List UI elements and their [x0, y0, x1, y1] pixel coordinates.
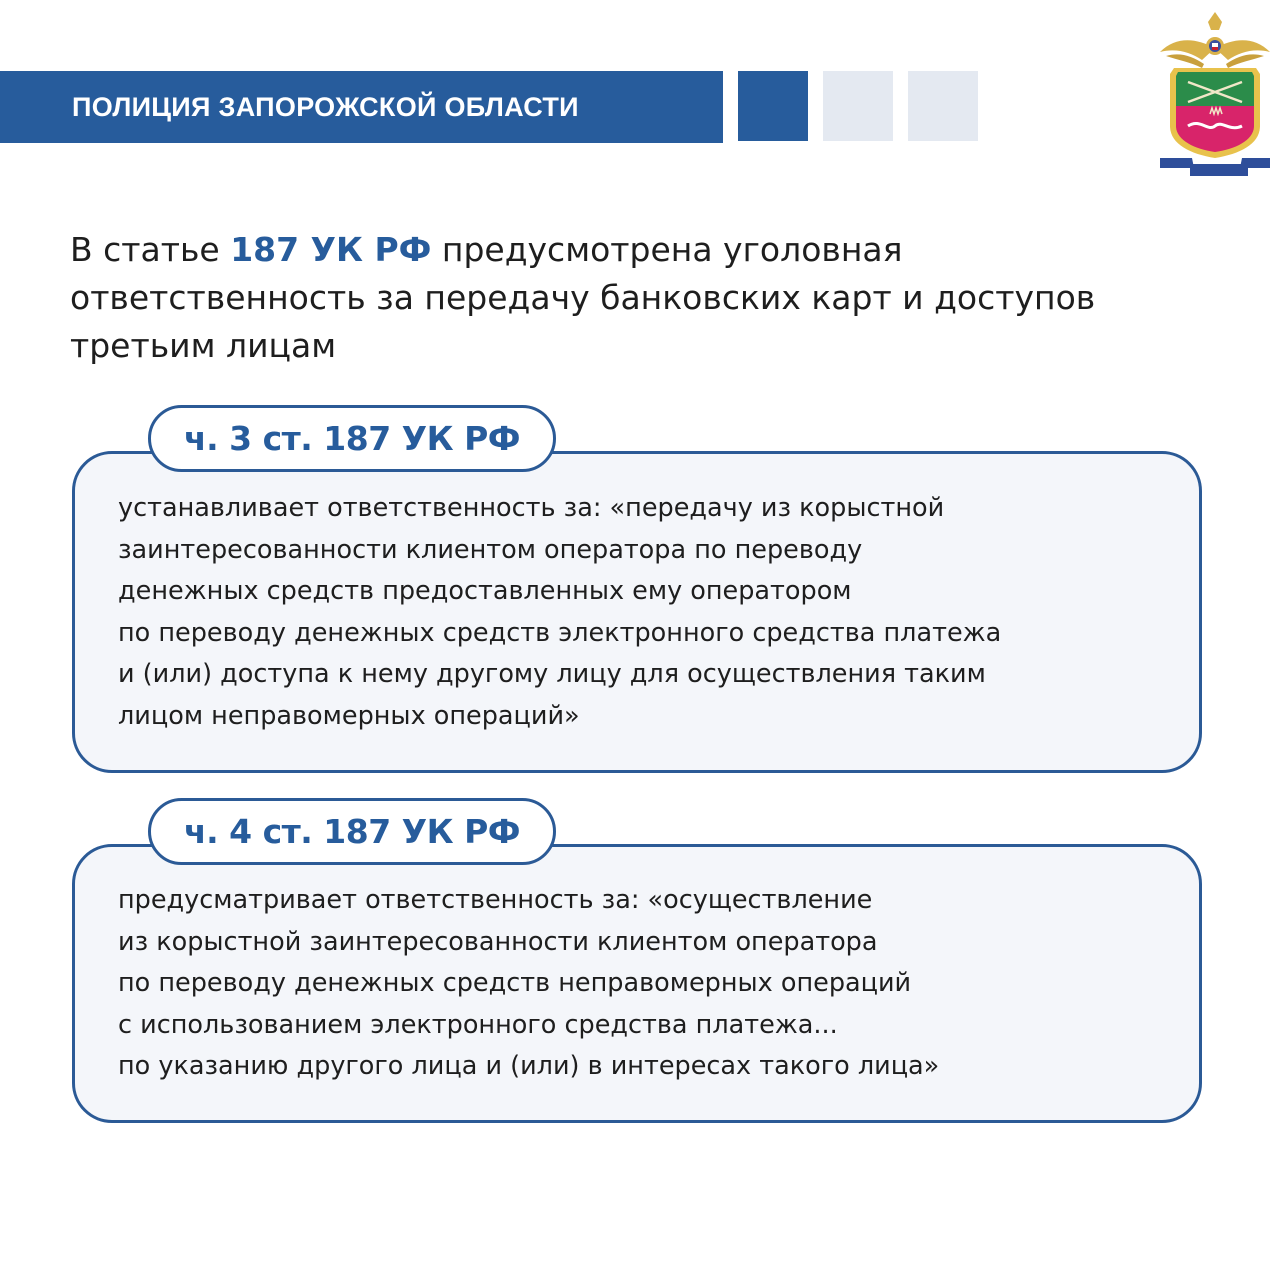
intro-paragraph: [70, 226, 1230, 370]
text-line: по указанию другого лица и (или) в интересах такого лица»: [118, 1051, 940, 1082]
text-line: с использованием электронного средства платежа...: [118, 1009, 838, 1040]
decor-square-dark: [738, 71, 808, 141]
intro-line-2: ответственность за передачу банковских карт и доступов: [70, 278, 1096, 317]
section-label-pill: [148, 798, 556, 865]
section-text-part4: [118, 880, 1178, 1088]
text-line: заинтересованности клиентом оператора по переводу: [118, 534, 863, 565]
text-line: и (или) доступа к нему другому лицу для осуществления таким: [118, 659, 986, 690]
article-highlight: 187 УК РФ: [230, 230, 432, 269]
text-line: предусматривает ответственность за: «осуществление: [118, 885, 873, 915]
section-label: ч. 3 ст. 187 УК РФ: [183, 419, 521, 458]
decor-square-light: [908, 71, 978, 141]
text-line: денежных средств предоставленных ему оператором: [118, 576, 852, 607]
decor-square-light: [823, 71, 893, 141]
text-line: по переводу денежных средств электронного средства платежа: [118, 617, 1002, 648]
header-banner: [0, 71, 723, 143]
section-label: ч. 4 ст. 187 УК РФ: [183, 812, 521, 851]
section-text-part3: [118, 488, 1178, 738]
text-line: лицом неправомерных операций»: [118, 700, 580, 731]
text-line: из корыстной заинтересованности клиентом оператора: [118, 926, 878, 957]
header-title: ПОЛИЦИЯ ЗАПОРОЖСКОЙ ОБЛАСТИ: [72, 91, 579, 122]
intro-line-1: В статье 187 УК РФ предусмотрена уголовная: [70, 230, 903, 269]
text-line: устанавливает ответственность за: «передачу из корыстной: [118, 493, 945, 523]
text-line: по переводу денежных средств неправомерных операций: [118, 968, 912, 999]
police-emblem-icon: [1156, 8, 1274, 180]
intro-line-3: третьим лицам: [70, 326, 337, 365]
section-label-pill: [148, 405, 556, 472]
